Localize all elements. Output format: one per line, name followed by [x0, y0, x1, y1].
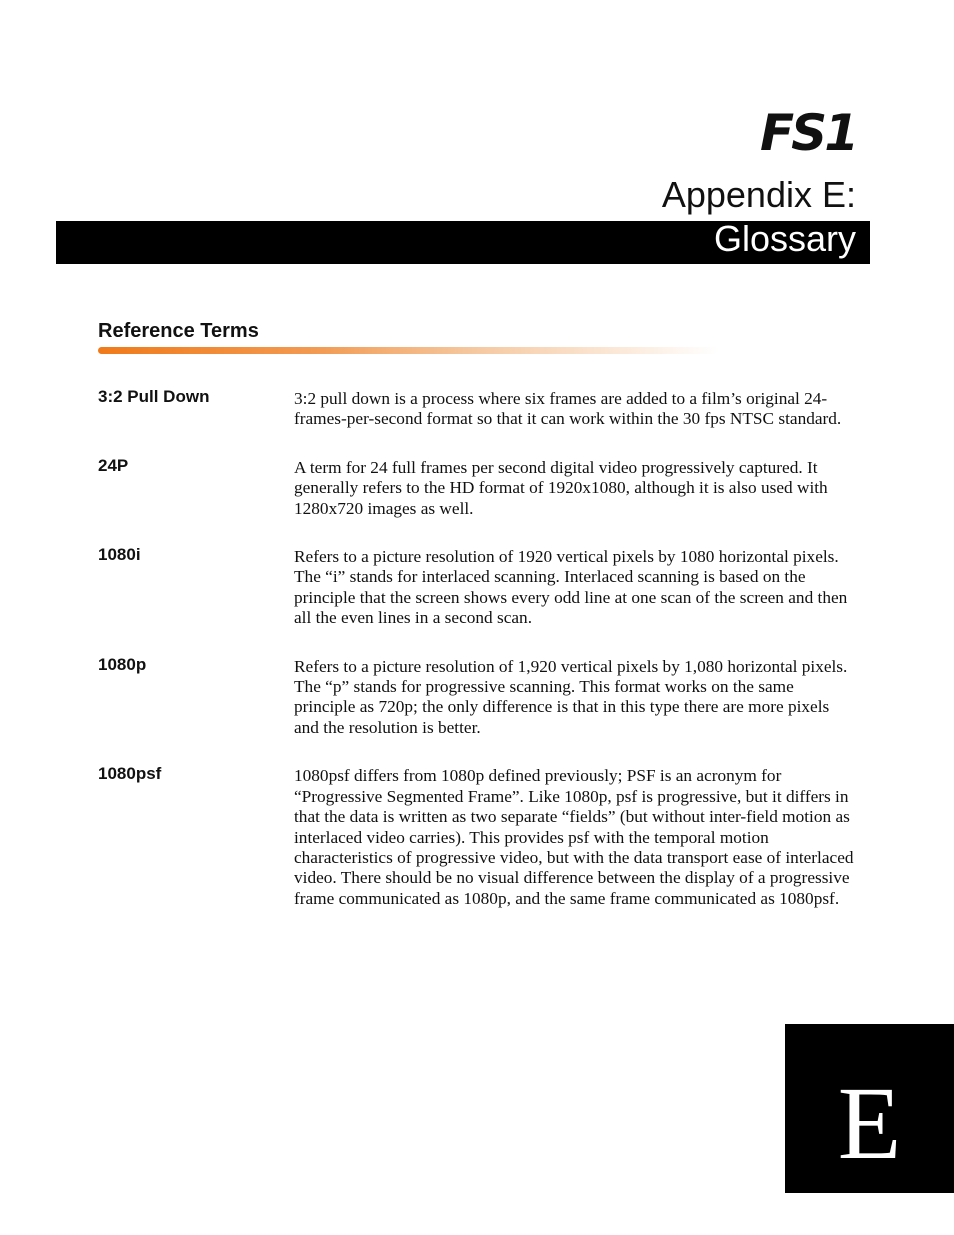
glossary-term: 1080i: [98, 545, 141, 565]
section-heading: Reference Terms: [98, 320, 259, 342]
glossary-term: 1080p: [98, 654, 147, 674]
glossary-term: 24P: [98, 455, 129, 475]
appendix-tab-letter: E: [837, 1066, 902, 1181]
chapter-title: Glossary: [713, 218, 856, 259]
glossary-definition: Refers to a picture resolution of 1,920 vertical pixels by 1,080 horizontal pixels. The “p” stands for progressive scanning. This format works on the same principle as 720p; the only difference is that in this type there are more pixels and the resolution is better.: [294, 656, 848, 737]
glossary-term: 3:2 Pull Down: [98, 387, 210, 406]
glossary-entry: [98, 387, 858, 430]
section-divider: [98, 347, 718, 354]
glossary-list: [98, 387, 858, 935]
glossary-entry: [98, 545, 858, 629]
glossary-definition: Refers to a picture resolution of 1920 vertical pixels by 1080 horizontal pixels. The “i” stands for interlaced scanning. Interlaced scanning is based on the principle that the screen shows every odd line at one scan of the screen and then all the even lines in a second scan.: [294, 547, 848, 628]
glossary-definition: 3:2 pull down is a process where six frames are added to a film’s original 24-frames-per-second format so that it can work within the 30 fps NTSC standard.: [294, 389, 842, 429]
appendix-tab: [785, 1024, 954, 1193]
glossary-entry: [98, 456, 858, 519]
glossary-entry: [98, 764, 858, 909]
glossary-term: 1080psf: [98, 764, 162, 784]
glossary-entry: [98, 655, 858, 739]
glossary-definition: A term for 24 full frames per second digital video progressively captured. It generally refers to the HD format of 1920x1080, although it is also used with 1280x720 images as well.: [294, 457, 828, 518]
fs1-logo: FS1: [760, 104, 856, 162]
appendix-label: Appendix E:: [661, 174, 856, 215]
glossary-definition: 1080psf differs from 1080p defined previously; PSF is an acronym for “Progressive Segmented Frame”. Like 1080p, psf is progressive, but it differs in that the data is written as two separate “fields” (but without inter-field motion as interlaced video carries). This provides psf with the temporal motion characteristics of progressive video, but with the data transport ease of interlaced video. There should be no visual difference between the display of a progressive frame communicated as 1080p, and the same frame communicated as 1080psf.: [294, 766, 854, 908]
chapter-title-bar: [56, 218, 870, 264]
